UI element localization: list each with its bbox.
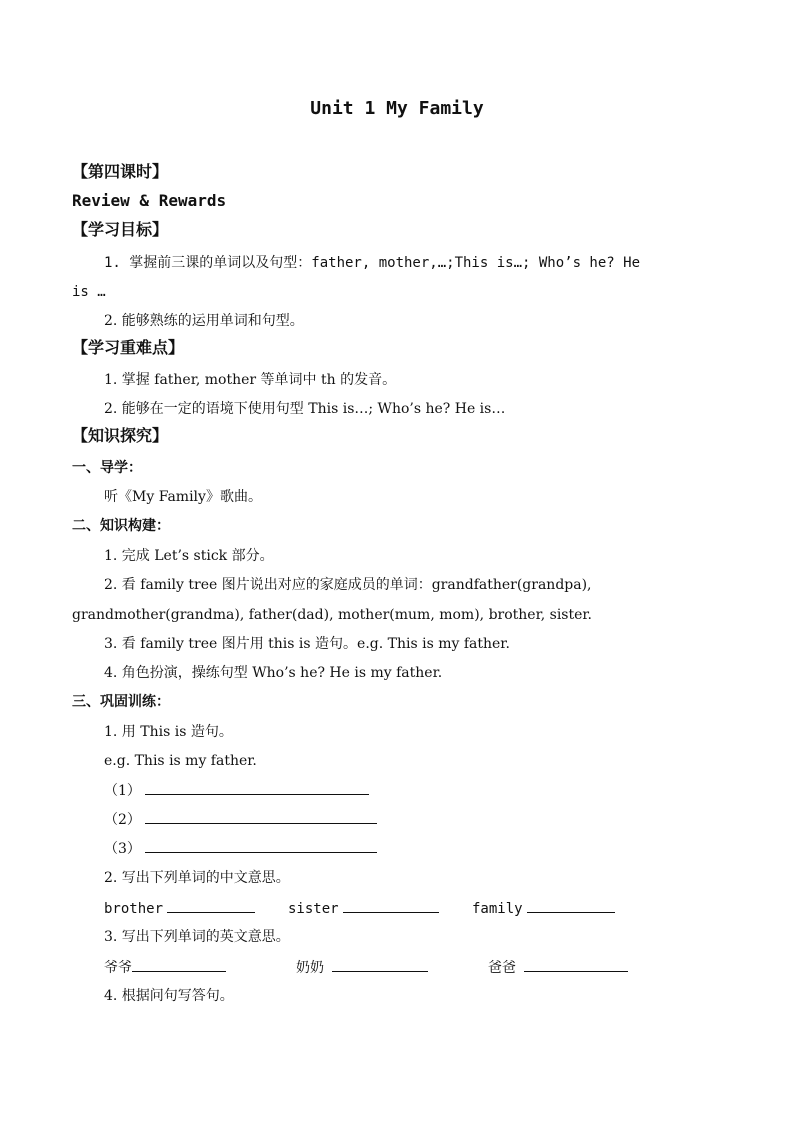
word-dad-blank[interactable] xyxy=(524,957,628,972)
key-point-2: 2. 能够在一定的语境下使用句型 This is…; Who’s he? He is… xyxy=(104,401,506,417)
section-2-heading: 二、知识构建： xyxy=(72,518,170,534)
word-dad: 爸爸 xyxy=(488,960,516,976)
section-2-item-1: 1. 完成 Let’s stick 部分。 xyxy=(104,548,274,564)
section-2-item-4: 4. 角色扮演，操练句型 Who’s he? He is my father. xyxy=(104,665,443,681)
section-3-example: e.g. This is my father. xyxy=(104,753,257,769)
answer-line-1[interactable] xyxy=(104,780,369,801)
section-1-text: 听《My Family》歌曲。 xyxy=(104,489,262,505)
answer-line-1-label: （1） xyxy=(104,783,141,799)
word-brother-row xyxy=(104,898,255,919)
word-grandma: 奶奶 xyxy=(296,960,324,976)
answer-blank-3[interactable] xyxy=(145,838,377,853)
key-points-heading: 【学习重难点】 xyxy=(72,338,185,357)
goals-heading: 【学习目标】 xyxy=(72,220,169,239)
word-brother: brother xyxy=(104,901,164,917)
lesson-heading: 【第四课时】 xyxy=(72,162,169,181)
section-3-item-2: 2. 写出下列单词的中文意思。 xyxy=(104,870,290,886)
word-grandma-row xyxy=(296,957,428,978)
key-point-1: 1. 掌握 father, mother 等单词中 th 的发音。 xyxy=(104,372,397,388)
word-family-blank[interactable] xyxy=(527,898,615,913)
goal-1-line-a: 1. 掌握前三课的单词以及句型：father, mother,…;This is…; Who’s he? He xyxy=(104,255,641,271)
word-sister: sister xyxy=(288,901,339,917)
word-brother-blank[interactable] xyxy=(167,898,255,913)
section-1-heading: 一、导学： xyxy=(72,460,142,476)
word-grandpa-row xyxy=(104,957,226,978)
goal-1-line-b: is … xyxy=(72,284,106,300)
section-2-item-3: 3. 看 family tree 图片用 this is 造句。e.g. This is my father. xyxy=(104,636,510,652)
word-grandma-blank[interactable] xyxy=(332,957,428,972)
word-sister-row xyxy=(288,898,439,919)
word-grandpa: 爷爷 xyxy=(104,960,132,976)
section-3-item-1: 1. 用 This is 造句。 xyxy=(104,724,233,740)
word-family: family xyxy=(472,901,523,917)
word-grandpa-blank[interactable] xyxy=(132,957,226,972)
lesson-subtitle: Review & Rewards xyxy=(72,191,227,210)
answer-line-3-label: （3） xyxy=(104,841,141,857)
answer-line-2-label: （2） xyxy=(104,812,141,828)
word-dad-row xyxy=(488,957,628,978)
section-3-item-4: 4. 根据问句写答句。 xyxy=(104,988,234,1004)
section-3-item-3: 3. 写出下列单词的英文意思。 xyxy=(104,929,290,945)
page-title: Unit 1 My Family xyxy=(310,98,484,119)
answer-blank-2[interactable] xyxy=(145,809,377,824)
section-2-item-2b: grandmother(grandma), father(dad), mother(mum, mom), brother, sister. xyxy=(72,607,592,623)
answer-blank-1[interactable] xyxy=(145,780,369,795)
answer-line-2[interactable] xyxy=(104,809,377,830)
goal-2: 2. 能够熟练的运用单词和句型。 xyxy=(104,313,304,329)
word-family-row xyxy=(472,898,615,919)
word-sister-blank[interactable] xyxy=(343,898,439,913)
answer-line-3[interactable] xyxy=(104,838,377,859)
explore-heading: 【知识探究】 xyxy=(72,426,169,445)
section-2-item-2a: 2. 看 family tree 图片说出对应的家庭成员的单词：grandfather(grandpa), xyxy=(104,577,592,593)
section-3-heading: 三、巩固训练： xyxy=(72,694,170,710)
